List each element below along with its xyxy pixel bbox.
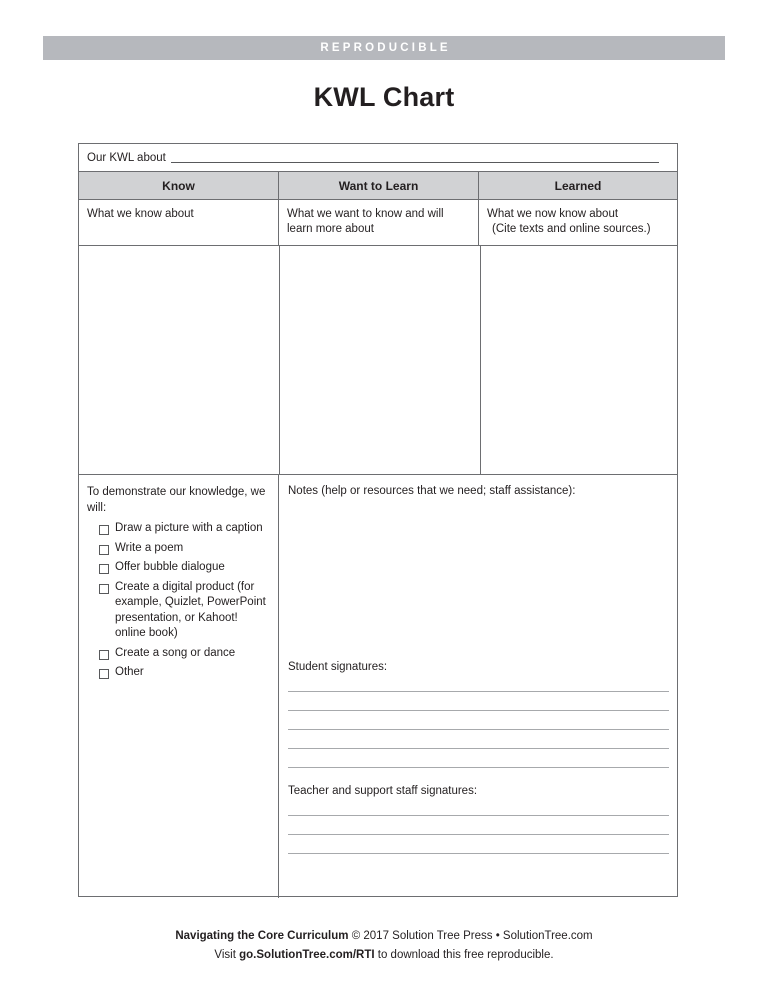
checklist-items: [87, 521, 269, 681]
page-title: KWL Chart: [313, 82, 455, 112]
reproducible-banner: [43, 36, 725, 60]
column-header-know: [79, 172, 279, 199]
checkbox-icon[interactable]: [99, 584, 109, 594]
list-item-label: Other: [115, 666, 144, 678]
prompt-learned: [479, 200, 677, 245]
list-item-label: Draw a picture with a caption: [115, 522, 263, 534]
topic-write-in-line[interactable]: [171, 162, 659, 163]
list-item-label: Offer bubble dialogue: [115, 561, 225, 573]
checklist-intro-line2: we will:: [87, 486, 266, 514]
footer: [0, 927, 768, 965]
column-header-row: [79, 172, 677, 200]
checkbox-icon[interactable]: [99, 564, 109, 574]
teacher-signature-line[interactable]: [288, 834, 669, 835]
footer-line-1: [0, 927, 768, 946]
student-signatures-label: Student signatures:: [288, 661, 388, 673]
list-item[interactable]: [99, 665, 269, 681]
prompt-want-to-learn-line2: learn more about: [287, 223, 374, 235]
list-item[interactable]: [99, 646, 269, 662]
checklist-intro-line1: To demonstrate our knowledge,: [87, 486, 248, 498]
list-item-label: Write a poem: [115, 541, 184, 554]
student-signature-line[interactable]: [288, 767, 669, 768]
prompt-want-to-learn: [279, 200, 479, 245]
bottom-section: [79, 475, 677, 898]
footer-line-2: [0, 946, 768, 965]
teacher-signature-line[interactable]: [288, 815, 669, 816]
demonstration-checklist: [79, 475, 279, 898]
writing-area-learned[interactable]: [481, 246, 677, 474]
column-header-learned: [479, 172, 677, 199]
column-header-learned-label: Learned: [554, 178, 602, 193]
writing-area-know[interactable]: [79, 246, 280, 474]
teacher-signature-line[interactable]: [288, 853, 669, 854]
column-header-want-to-learn: [279, 172, 479, 199]
student-signature-line[interactable]: [288, 748, 669, 749]
checklist-intro: [87, 485, 269, 516]
checkbox-icon[interactable]: [99, 545, 109, 555]
prompt-learned-line1: What we now know about: [487, 208, 619, 220]
writing-area-want-to-learn[interactable]: [280, 246, 481, 474]
student-signature-line[interactable]: [288, 691, 669, 692]
checkbox-icon[interactable]: [99, 669, 109, 679]
column-header-know-label: Know: [162, 178, 195, 193]
notes-and-signatures: [279, 475, 677, 898]
footer-download-url[interactable]: go.SolutionTree.com/RTI: [239, 949, 375, 961]
student-signature-line[interactable]: [288, 729, 669, 730]
prompt-learned-line2: (Cite texts and online sources.): [492, 223, 651, 235]
list-item[interactable]: [99, 521, 269, 537]
list-item[interactable]: [99, 580, 269, 642]
footer-copyright: © 2017 Solution Tree Press • SolutionTree.com: [348, 930, 593, 942]
writing-area-row: [79, 246, 677, 475]
list-item[interactable]: [99, 560, 269, 576]
prompt-want-to-learn-line1: What we want to know and will: [287, 208, 444, 220]
prompt-know: [79, 200, 279, 245]
list-item[interactable]: [99, 541, 269, 557]
prompt-know-line1: What we know about: [87, 208, 194, 220]
topic-label: Our KWL about: [87, 151, 166, 164]
column-header-want-to-learn-label: Want to Learn: [338, 178, 419, 193]
footer-visit-suffix: to download this free reproducible.: [374, 949, 554, 961]
checkbox-icon[interactable]: [99, 650, 109, 660]
kwl-worksheet-table: [78, 143, 678, 897]
notes-write-in-area[interactable]: [288, 501, 669, 661]
prompt-row: [79, 200, 677, 246]
reproducible-banner-label: REPRODUCIBLE: [320, 42, 451, 54]
student-signature-line[interactable]: [288, 710, 669, 711]
footer-visit-prefix: Visit: [214, 949, 240, 961]
teacher-signatures-label: Teacher and support staff signatures:: [288, 785, 478, 797]
notes-label: Notes (help or resources that we need; staff assistance):: [288, 485, 576, 497]
topic-row: [79, 144, 677, 172]
footer-book-title: Navigating the Core Curriculum: [175, 930, 349, 942]
checkbox-icon[interactable]: [99, 525, 109, 535]
list-item-label: Create a song or dance: [115, 646, 236, 659]
list-item-label: Create a digital product (for example, Quizlet, PowerPoint presentation, or Kahoot! online book): [115, 580, 266, 639]
